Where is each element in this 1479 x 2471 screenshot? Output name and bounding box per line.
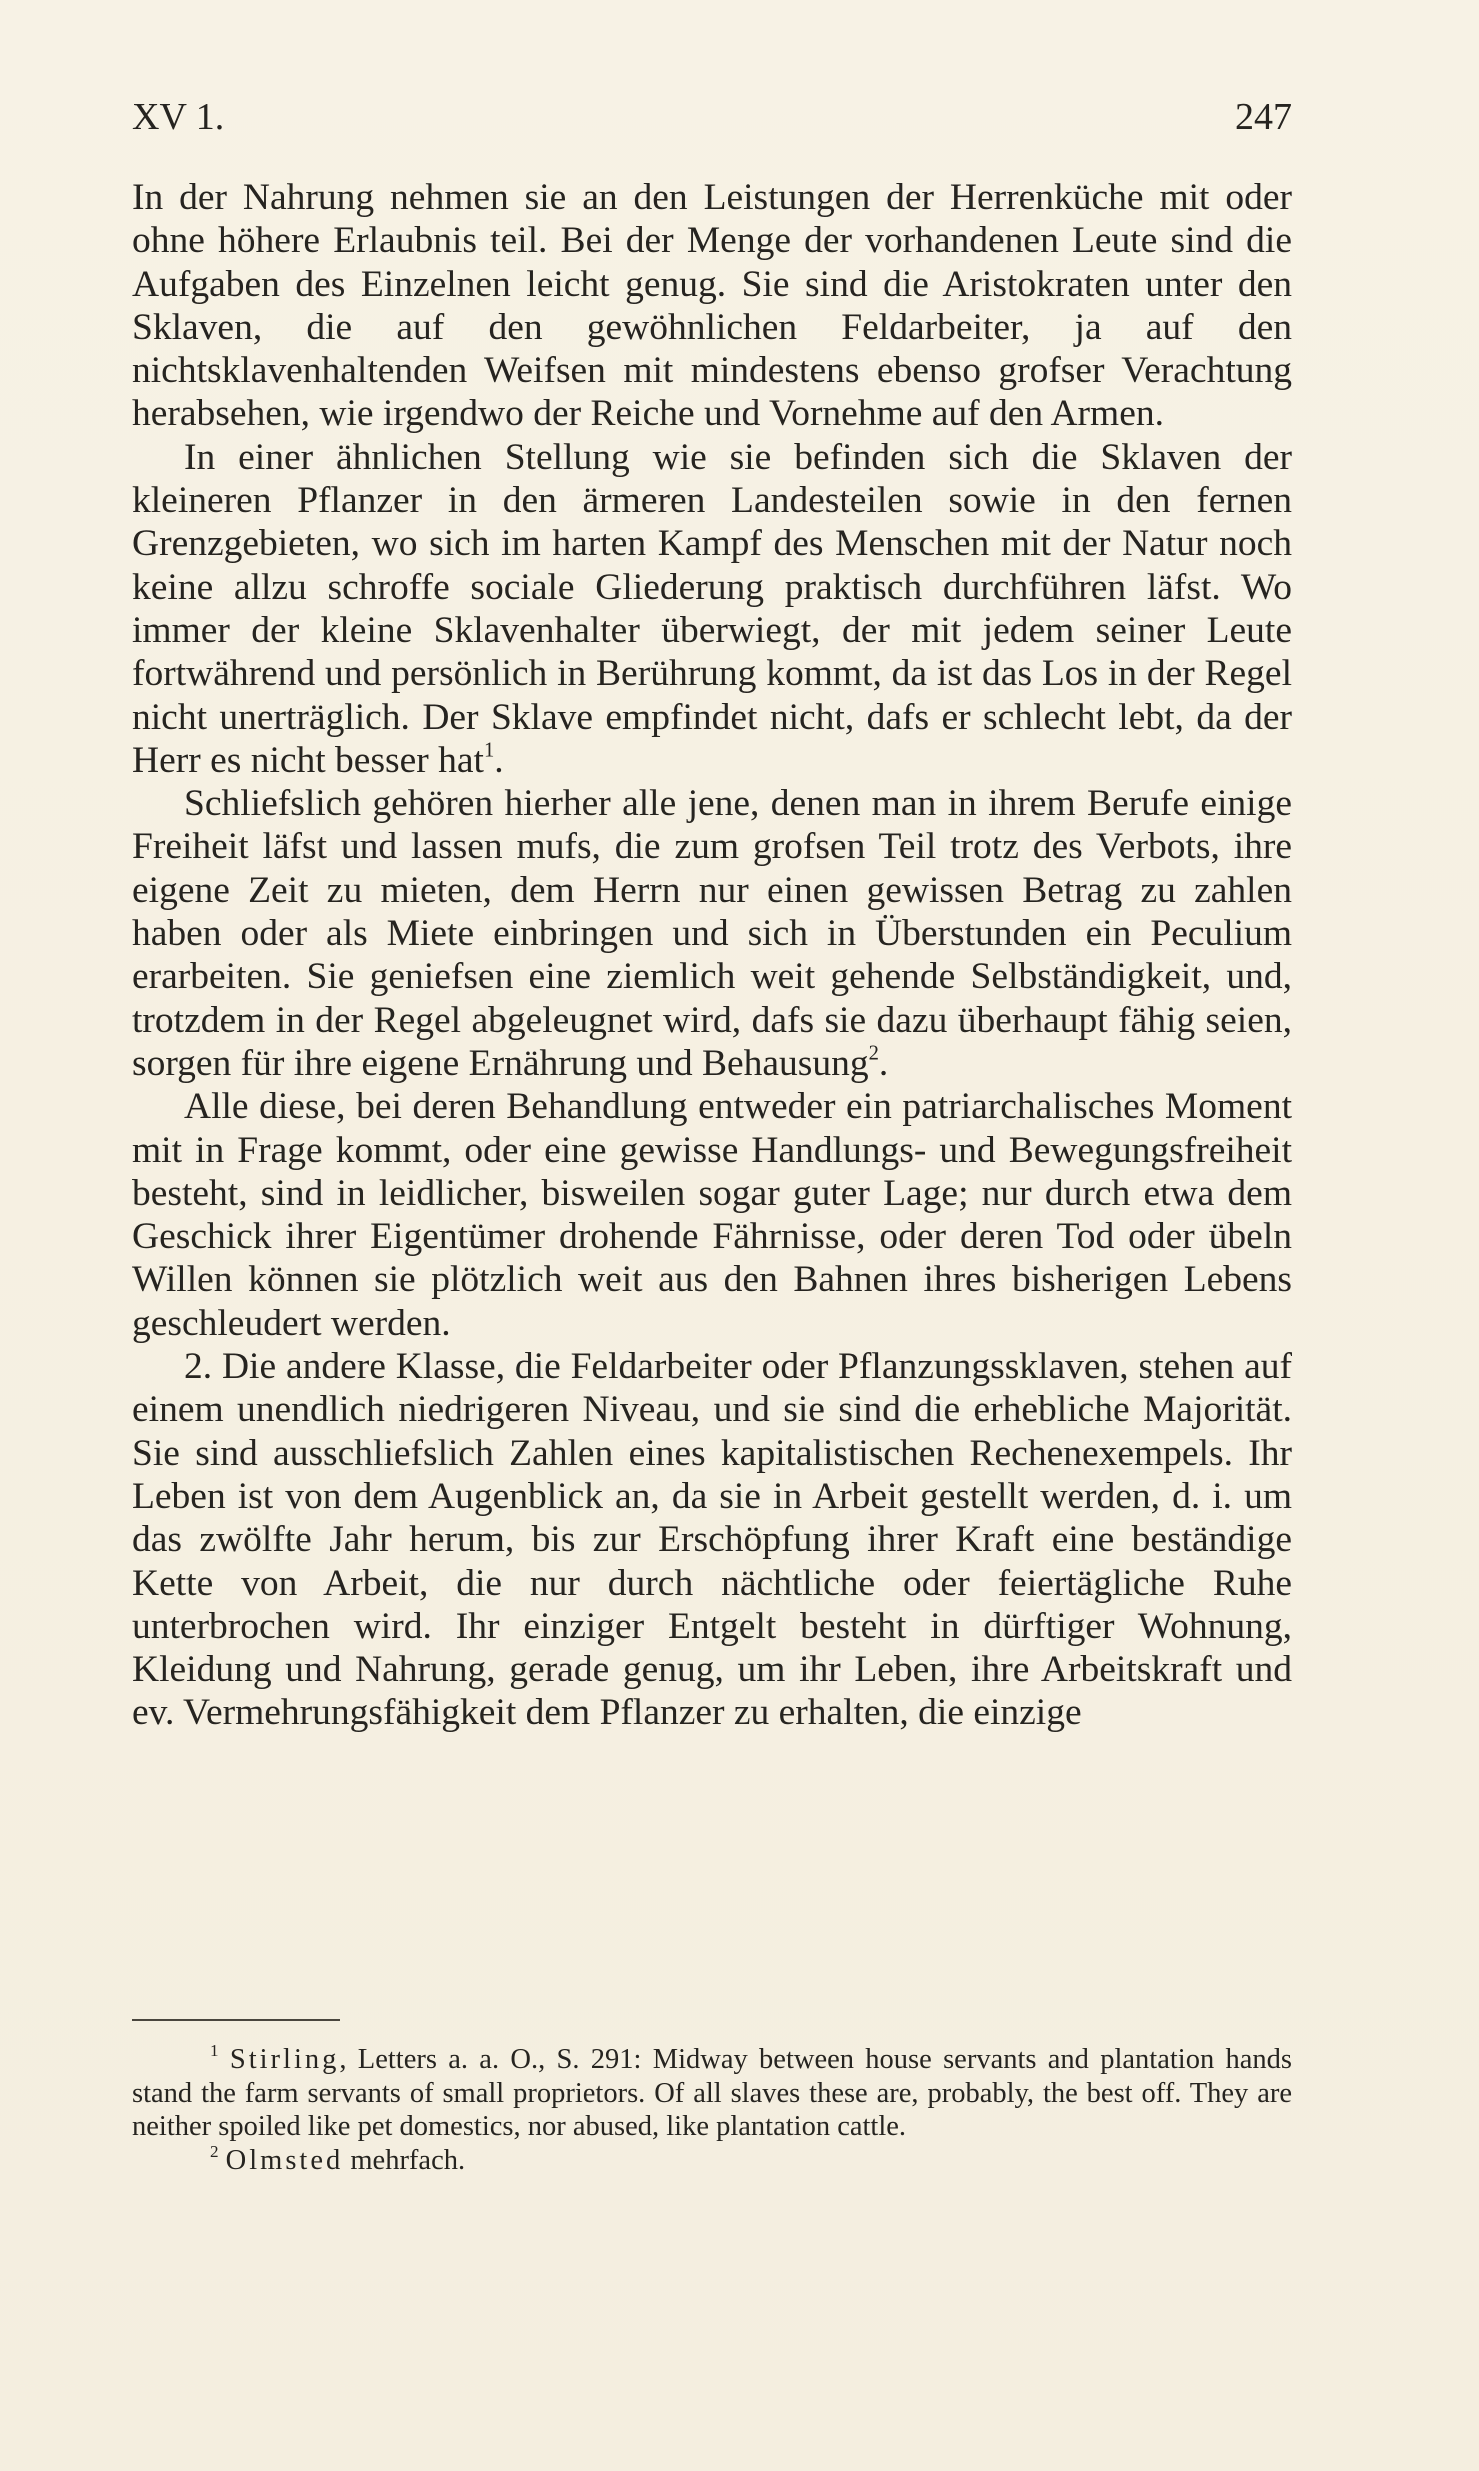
footnote-text: mehrfach.: [343, 2144, 466, 2176]
paragraph-text: In der Nahrung nehmen sie an den Leistungen der Herrenküche mit oder ohne höhere Erlaubnis teil. Bei der Menge der vorhandenen Leute sind die Aufgaben des Einzelnen leicht genug. Sie sind die Aristokraten unter den Sklaven, die auf den gewöhnlichen Feldarbeiter, ja auf den nichtsklavenhaltenden Weifsen mit mindestens ebenso grofser Verachtung herabsehen, wie irgendwo der Reiche und Vornehme auf den Armen.: [132, 177, 1292, 435]
paragraph-tail: .: [494, 739, 504, 781]
footnote-ref: 1: [483, 739, 495, 762]
footnote-text: , Letters a. a. O., S. 291: Midway between house servants and plantation hands stand the farm servants of small proprietors. Of all slaves these are, probably, the best off. They are neither spoiled like pet domestics, nor abused, like plantation cattle.: [132, 2044, 1293, 2142]
paragraph-text: 2. Die andere Klasse, die Feldarbeiter oder Pflanzungssklaven, stehen auf einem unendlich niedrigeren Niveau, und sie sind die erhebliche Majorität. Sie sind ausschliefslich Zahlen eines kapitalistischen Rechenexempels. Ihr Leben ist von dem Augenblick an, da sie in Arbeit gestellt werden, d. i. um das zwölfte Jahr herum, bis zur Erschöpfung ihrer Kraft eine beständige Kette von Arbeit, die nur durch nächtliche oder feiertägliche Ruhe unterbrochen wird. Ihr einziger Entgelt besteht in dürftiger Wohnung, Kleidung und Nahrung, gerade genug, um ihr Leben, ihre Arbeitskraft und ev. Vermehrungsfähigkeit dem Pflanzer zu erhalten, die einzige: [132, 1346, 1292, 1734]
footnote-mark: 1: [210, 2041, 219, 2061]
paragraph-text: Schliefslich gehören hierher alle jene, denen man in ihrem Berufe einige Freiheit läfst und lassen mufs, die zum grofsen Teil trotz des Verbots, ihre eigene Zeit zu mieten, dem Herrn nur einen gewissen Betrag zu zahlen haben oder als Miete einbringen und sich in Überstunden ein Peculium erarbeiten. Sie geniefsen eine ziemlich weit gehende Selbständigkeit, und, trotzdem in der Regel abgeleugnet wird, dafs sie dazu überhaupt fähig seien, sorgen für ihre eigene Ernährung und Behausung: [132, 783, 1292, 1084]
footnote: [132, 2141, 1292, 2178]
paragraph-text: Alle diese, bei deren Behandlung entweder ein patriarchalisches Moment mit in Frage kommt, oder eine gewisse Handlungs- und Bewegungsfreiheit besteht, sind in leidlicher, bisweilen sogar guter Lage; nur durch etwa dem Geschick ihrer Eigentümer drohende Fährnisse, oder deren Tod oder übeln Willen können sie plötzlich weit aus den Bahnen ihres bisherigen Lebens geschleudert werden.: [132, 1086, 1292, 1344]
footnote-author: Olmsted: [225, 2144, 344, 2176]
footnote-ref: 2: [868, 1042, 879, 1065]
page-header: [132, 92, 1292, 142]
paragraph-text: In einer ähnlichen Stellung wie sie befinden sich die Sklaven der kleineren Pflanzer in den ärmeren Landesteilen sowie in den fernen Grenzgebieten, wo sich im harten Kampf des Menschen mit der Natur noch keine allzu schroffe sociale Gliederung praktisch durchführen läfst. Wo immer der kleine Sklavenhalter überwiegt, der mit jedem seiner Leute fortwährend und persönlich in Berührung kommt, da ist das Los in der Regel nicht unerträglich. Der Sklave empfindet nicht, dafs er schlecht lebt, da der Herr es nicht besser hat: [132, 436, 1292, 781]
paragraph-tail: .: [878, 1042, 889, 1084]
footnotes: [132, 2043, 1292, 2177]
paragraph: [132, 176, 1292, 436]
paragraph: [132, 1345, 1292, 1735]
footnote-author: Stirling: [229, 2044, 340, 2075]
paragraph: [132, 782, 1292, 1085]
footnote: [132, 2043, 1292, 2144]
paragraph: [132, 1085, 1292, 1345]
page-number: 247: [1235, 96, 1292, 138]
chapter-marker: XV 1.: [132, 96, 225, 138]
body-text: [132, 176, 1292, 1735]
footnote-divider: [132, 2019, 340, 2021]
paragraph: [132, 436, 1292, 782]
footnote-mark: 2: [210, 2141, 219, 2161]
